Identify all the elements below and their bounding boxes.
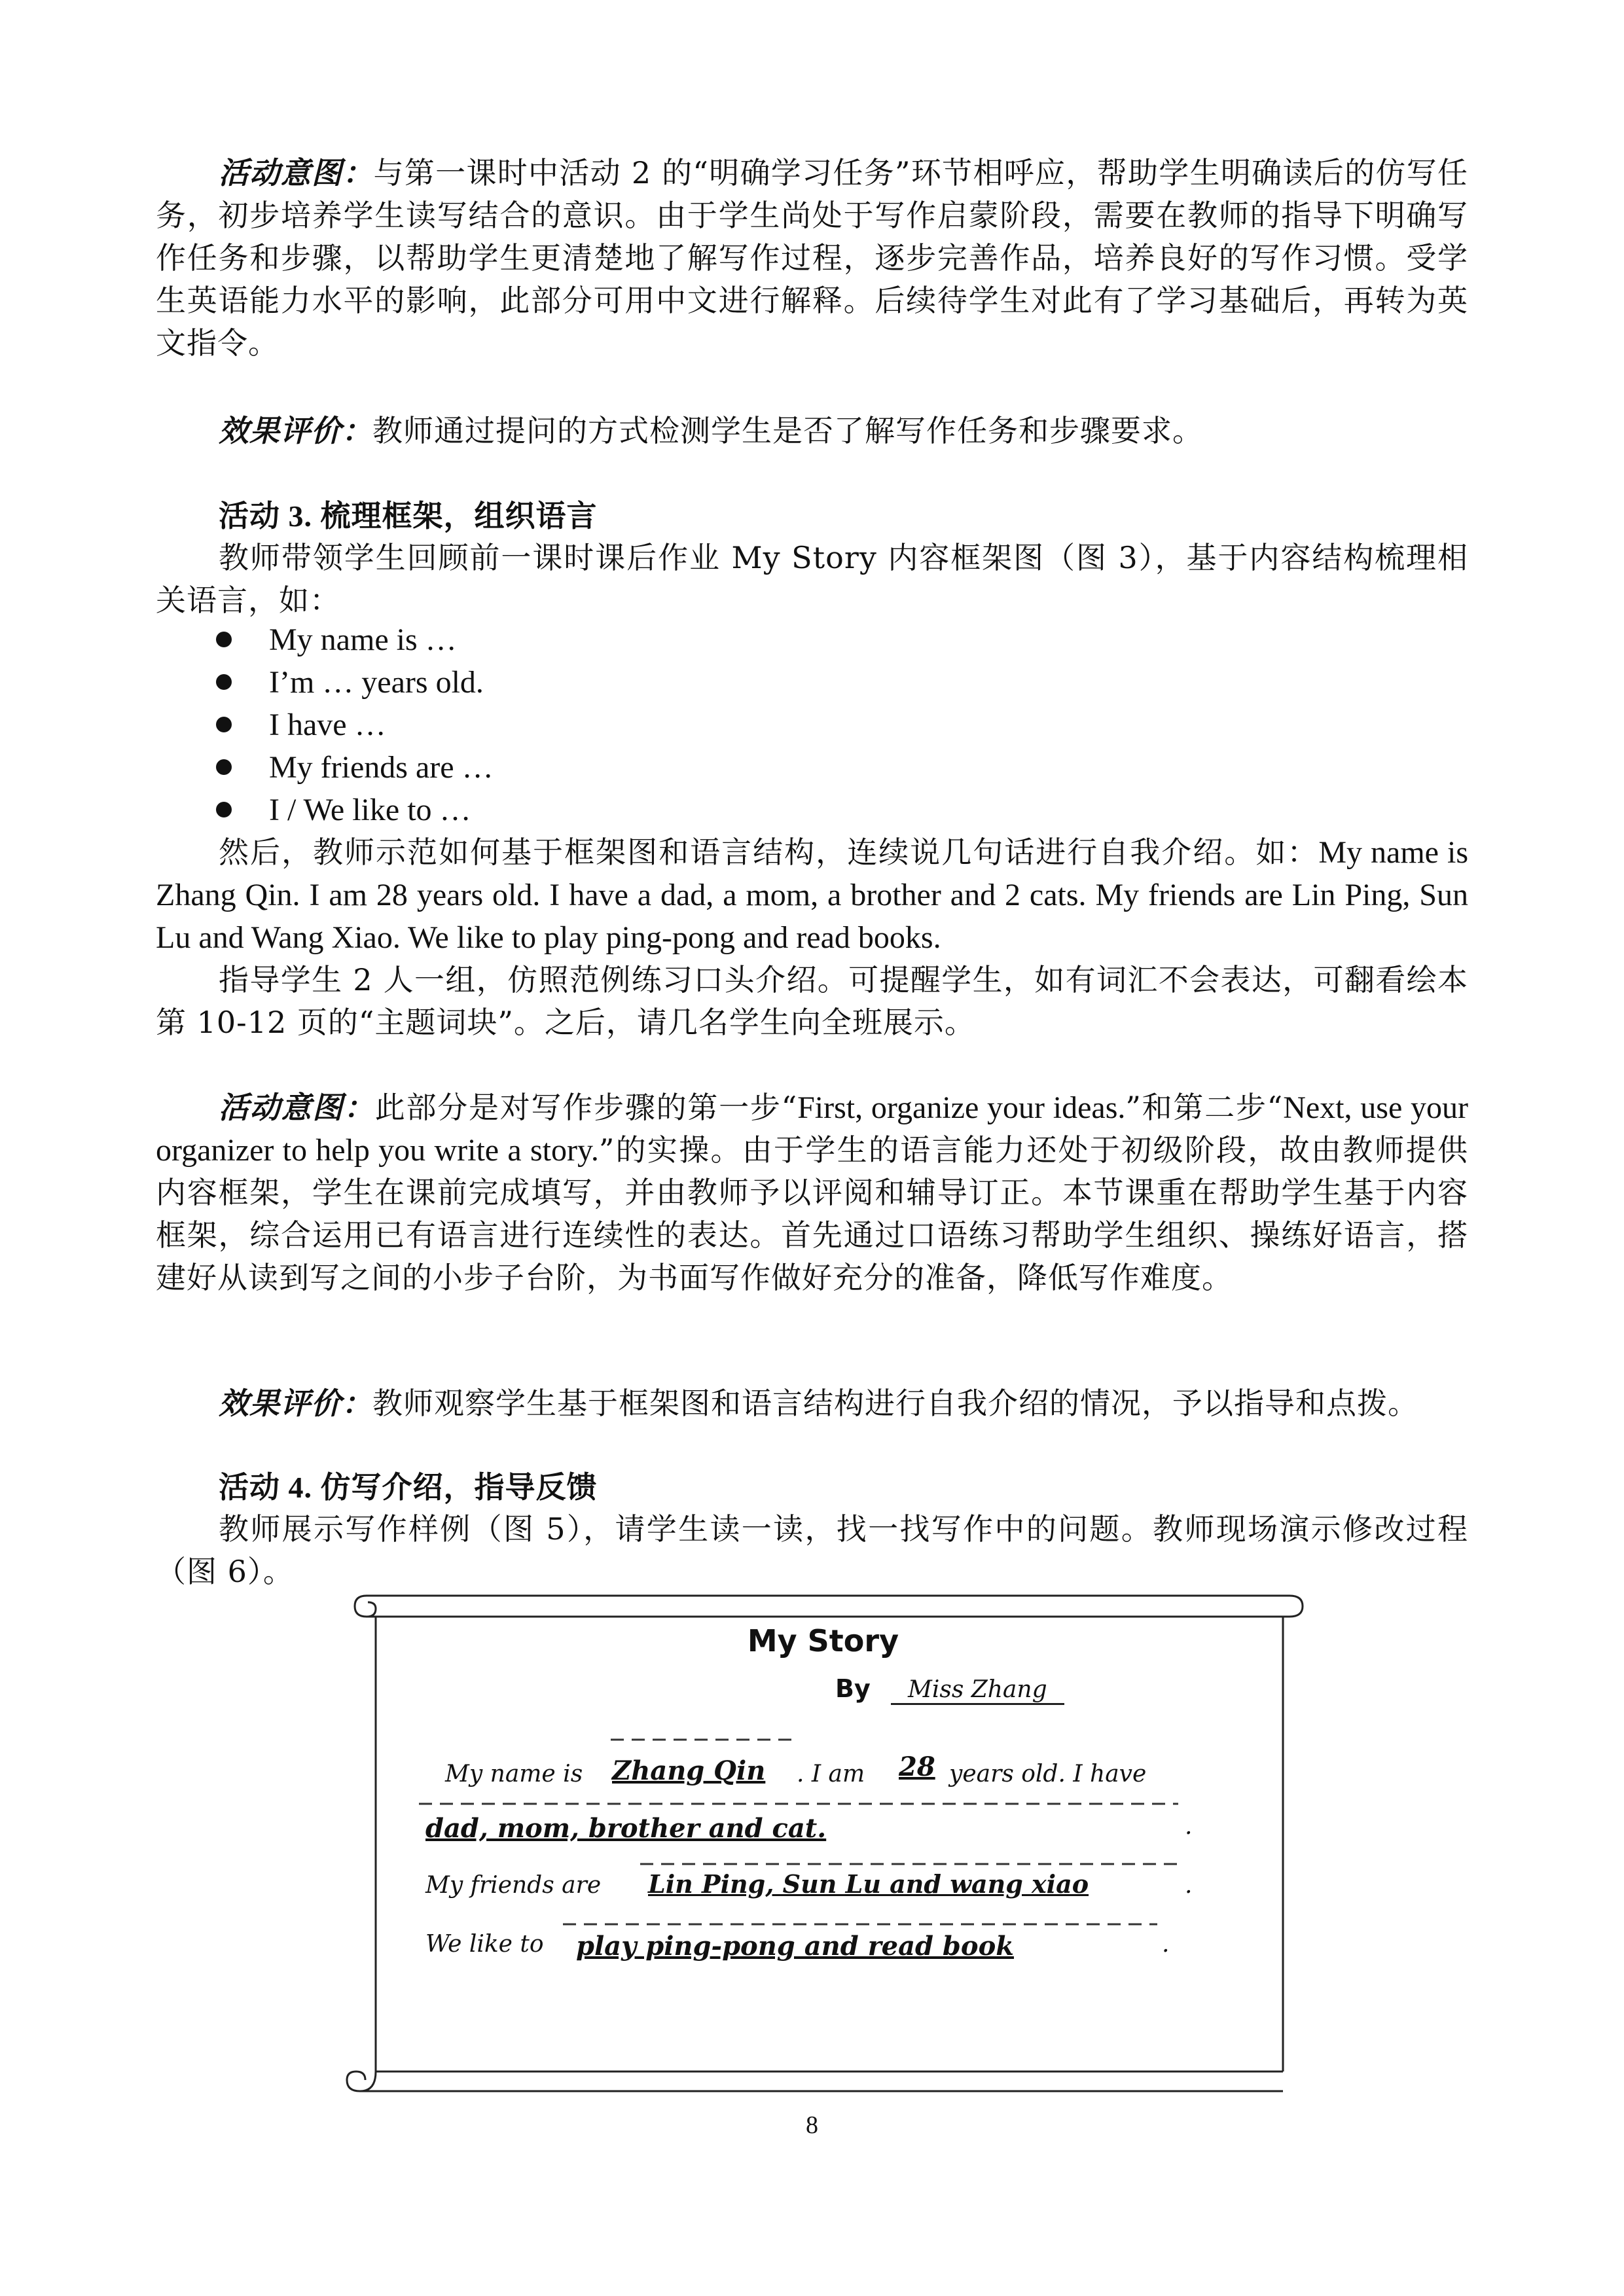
activity-intent-paragraph-1 bbox=[156, 152, 1468, 365]
evaluation-label: 效果评价： bbox=[219, 413, 372, 448]
bullet-dot-icon bbox=[216, 717, 232, 732]
intent-label: 活动意图： bbox=[219, 1090, 375, 1125]
sample-title: My Story bbox=[747, 1623, 899, 1659]
pair-practice-paragraph: 指导学生 2 人一组，仿照范例练习口头介绍。可提醒学生，如有词汇不会表达，可翻看绘本第 10-12 页的“主题词块”。之后，请几名学生向全班展示。 bbox=[156, 962, 1468, 1040]
evaluation-paragraph-1 bbox=[156, 410, 1468, 452]
teacher-demo-paragraph: 然后，教师示范如何基于框架图和语言结构，连续说几句话进行自我介绍。如：My name is Zhang Qin. I am 28 years old. I have a dad, a mom, a brother and 2 cats. My friends are Lin Ping, Sun Lu and Wang Xiao. We like to play ping-pong and read books. bbox=[156, 834, 1469, 955]
evaluation-paragraph-2 bbox=[156, 1382, 1468, 1425]
bullet-dot-icon bbox=[216, 632, 232, 647]
demo-english-text: My name is Zhang Qin. I am 28 years old. I have a dad, a mom, a brother and 2 cats. My friends are Lin Ping, Sun Lu and Wang Xiao. We like to play ping-pong and read books. bbox=[156, 835, 1469, 955]
writing-sample-figure: My Story By Miss Zhang My name is Zhang Qin . I am 28 years old. I have dad, mom, brother and cat. . My friends are Lin Ping, Sun Lu and wang xiao . We like to play ping-pong and read book . bbox=[340, 1590, 1306, 2098]
name-fill: Zhang Qin bbox=[612, 1755, 766, 1786]
bullet-item: I’m … years old. bbox=[156, 661, 494, 704]
activity-intent-paragraph-2: 活动意图：此部分是对写作步骤的第一步“First, organize your ideas.”和第二步“Next, use your organizer to help you write a story.”的实操。由于学生的语言能力还处于初级阶段，故由教师提供内容框架，学生在课前完成填写，并由教师予以评阅和辅导订正。本节课重在帮助学生基于内容框架，综合运用已有语言进行连续性的表达。首先通过口语练习帮助学生组织、操练好语言，搭建好从读到写之间的小步子台阶，为书面写作做好充分的准备，降低写作难度。 bbox=[156, 1090, 1468, 1295]
activity-3-heading: 活动 3. 梳理框架，组织语言 bbox=[219, 499, 598, 533]
bullet-item: My friends are … bbox=[156, 746, 494, 789]
family-fill: dad, mom, brother and cat. bbox=[425, 1813, 827, 1844]
bullet-dot-icon bbox=[216, 674, 232, 690]
author-name: Miss Zhang bbox=[891, 1676, 1064, 1705]
hobby-fill: play ping-pong and read book bbox=[576, 1931, 1014, 1962]
page-number: 8 bbox=[806, 2111, 818, 2139]
intent-label: 活动意图： bbox=[219, 155, 374, 190]
bullet-item: I have … bbox=[156, 704, 494, 746]
bullet-dot-icon bbox=[216, 759, 232, 775]
evaluation-text: 教师观察学生基于框架图和语言结构进行自我介绍的情况，予以指导和点拨。 bbox=[372, 1386, 1418, 1421]
activity-4-heading: 活动 4. 仿写介绍，指导反馈 bbox=[219, 1471, 598, 1504]
evaluation-label: 效果评价： bbox=[219, 1386, 372, 1421]
activity-3-intro: 教师带领学生回顾前一课时课后作业 My Story 内容框架图（图 3），基于内容结构梳理相关语言，如： bbox=[156, 540, 1468, 618]
byline: By Miss Zhang bbox=[835, 1674, 1064, 1705]
intent-text: 与第一课时中活动 2 的“明确学习任务”环节相呼应，帮助学生明确读后的仿写任务，初步培养学生读写结合的意识。由于学生尚处于写作启蒙阶段，需要在教师的指导下明确写作任务和步骤，以帮助学生更清楚地了解写作过程，逐步完善作品，培养良好的写作习惯。受学生英语能力水平的影响，此部分可用中文进行解释。后续待学生对此有了学习基础后，再转为英文指令。 bbox=[156, 155, 1469, 361]
activity-4-text: 教师展示写作样例（图 5），请学生读一读，找一找写作中的问题。教师现场演示修改过程（图 6）。 bbox=[156, 1511, 1468, 1589]
bullet-item: I / We like to … bbox=[156, 789, 494, 831]
age-fill: 28 bbox=[899, 1751, 935, 1782]
dashed-writing-lines bbox=[340, 1590, 1306, 2098]
bullet-dot-icon bbox=[216, 802, 232, 817]
bullet-item: My name is … bbox=[156, 619, 494, 661]
language-structure-list bbox=[156, 619, 494, 831]
friends-fill: Lin Ping, Sun Lu and wang xiao bbox=[648, 1869, 1089, 1899]
evaluation-text: 教师通过提问的方式检测学生是否了解写作任务和步骤要求。 bbox=[372, 413, 1203, 448]
